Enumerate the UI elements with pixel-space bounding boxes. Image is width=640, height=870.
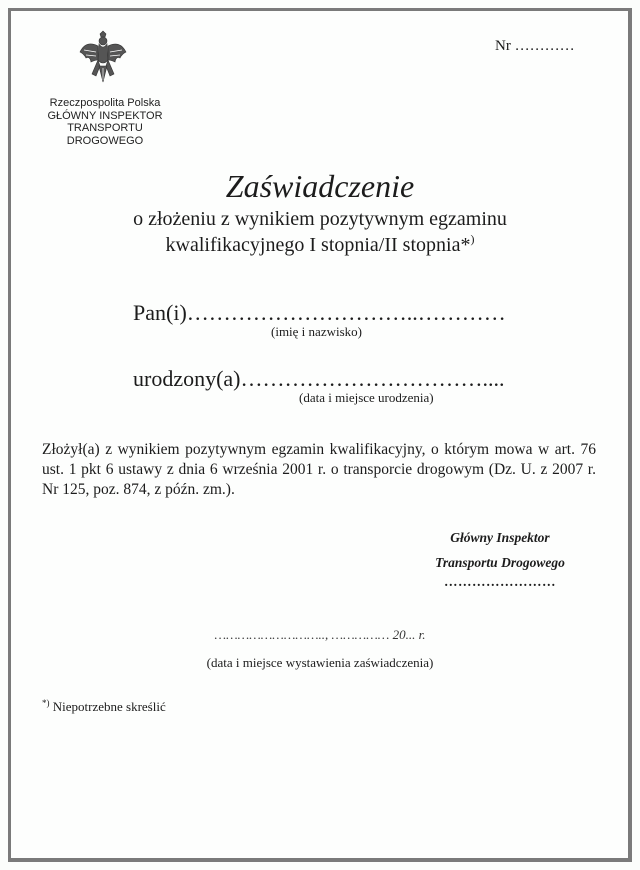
- signatory-office: Transportu Drogowego: [435, 555, 565, 570]
- birth-hint: (data i miejsce urodzenia): [299, 390, 434, 405]
- footnote-text: Niepotrzebne skreślić: [49, 699, 166, 714]
- issue-date-place-field[interactable]: ……………………….., …………… 20... r.: [214, 627, 426, 642]
- footnote-marker: ): [470, 232, 475, 246]
- subtitle-text: kwalifikacyjnego I stopnia/II stopnia*: [165, 234, 471, 256]
- document-subtitle-line1: o złożeniu z wynikiem pozytywnym egzaminu: [133, 208, 507, 230]
- org-line-department: TRANSPORTU DROGOWEGO: [66, 122, 144, 147]
- name-hint: (imię i nazwisko): [271, 324, 362, 339]
- certificate-body-paragraph: Złożył(a) z wynikiem pozytywnym egzamin kwalifikacyjny, o którym mowa w art. 76 ust. 1 pkt 6 ustawy z dnia 6 września 2001 r. o transporcie drogowym (Dz. U. z 2007 r. Nr 125, poz. 874, z późn. zm.).: [42, 441, 596, 498]
- birth-field[interactable]: urodzony(a)……………………………....: [133, 366, 505, 391]
- document-number-field[interactable]: Nr …………: [495, 38, 575, 54]
- footnote-asterisk: *): [42, 698, 50, 708]
- polish-eagle-emblem-icon: [78, 30, 128, 86]
- signature-field[interactable]: ……………………: [444, 574, 556, 589]
- name-field[interactable]: Pan(i)…………………………..…………: [133, 300, 506, 325]
- signatory-title: Główny Inspektor: [450, 530, 550, 545]
- org-line-office: GŁÓWNY INSPEKTOR: [47, 109, 163, 122]
- document-subtitle-line2: [0, 232, 640, 257]
- footnote: [42, 698, 166, 715]
- issue-date-place-hint: (data i miejsce wystawienia zaświadczenia): [206, 655, 434, 670]
- org-line-country: Rzeczpospolita Polska: [49, 97, 161, 109]
- document-title: Zaświadczenie: [225, 168, 415, 204]
- issuer-organization: [30, 97, 180, 147]
